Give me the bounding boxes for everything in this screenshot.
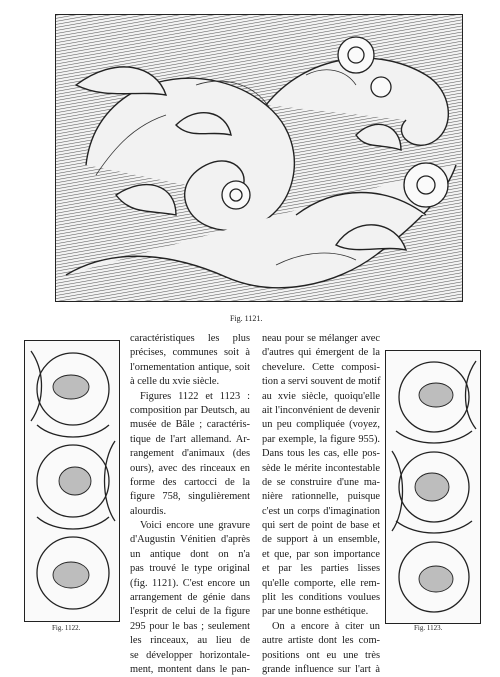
text-line: chevelure. Cette composi- bbox=[262, 361, 380, 373]
text-line: l'esprit de celui de la figure bbox=[130, 606, 250, 618]
text-line: autre artiste dont les com- bbox=[262, 635, 380, 647]
text-line: Dans tous les cas, elle pos- bbox=[262, 448, 380, 460]
rinceau-ornament-illustration bbox=[56, 15, 463, 302]
text-column-right bbox=[262, 332, 380, 677]
text-line: musée de Bâle ; caractéris- bbox=[130, 419, 250, 431]
text-line: par une bonne esthétique. bbox=[262, 606, 369, 618]
figure-1122-caption: Fig. 1122. bbox=[52, 624, 81, 632]
text-line: Voici encore une gravure bbox=[140, 520, 250, 532]
text-line: ours), avec des rinceaux en bbox=[130, 462, 250, 474]
figure-1123-panel bbox=[385, 350, 481, 624]
text-line: c'est un corps d'imagination bbox=[262, 505, 380, 517]
text-line: et par les parties lisses bbox=[262, 563, 380, 575]
text-line: (fig. 1121). C'est encore un bbox=[130, 577, 250, 589]
text-line: Figures 1122 et 1123 : bbox=[140, 390, 250, 402]
text-line: rangement d'animaux (des bbox=[130, 448, 250, 460]
text-line: tique de l'art allemand. Ar- bbox=[130, 433, 250, 445]
figure-1121-engraving bbox=[55, 14, 463, 302]
text-line: 295 pour le bas ; seulement bbox=[130, 620, 250, 632]
animal-scroll-panel-right bbox=[386, 351, 481, 624]
text-line: d'autres qui émergent de la bbox=[262, 347, 380, 359]
text-line: positions ont eu une très bbox=[262, 649, 380, 661]
text-line: ait l'inconvénient de devenir bbox=[262, 404, 380, 416]
text-line: un peu compliquée (voyez, bbox=[262, 419, 380, 431]
text-line: qui sert de point de base et bbox=[262, 520, 380, 532]
figure-1121-caption: Fig. 1121. bbox=[230, 314, 263, 323]
text-line: pas trouvé le type original bbox=[130, 563, 250, 575]
text-line: un antique dont on n'a bbox=[130, 548, 250, 560]
text-line: d'Augustin Vénitien d'après bbox=[130, 534, 250, 546]
text-line: caractéristiques les plus bbox=[130, 333, 250, 344]
text-line: de support à un ensemble, bbox=[262, 534, 380, 546]
text-line: de se construire d'une ma- bbox=[262, 476, 380, 488]
text-line: figure 758, singulièrement bbox=[130, 491, 250, 503]
text-line: nière rationnelle, puisque bbox=[262, 491, 380, 503]
text-line: qu'elle comporte, elle rem- bbox=[262, 577, 380, 589]
figure-1122-panel bbox=[24, 340, 120, 622]
animal-scroll-panel-left bbox=[25, 341, 120, 622]
text-line: et que, par son importance bbox=[262, 548, 380, 560]
text-line: sède le mérite incontestable bbox=[262, 462, 380, 474]
text-line: ment, montent dans le pan- bbox=[130, 663, 250, 675]
text-line: tion a servi souvent de motif bbox=[262, 376, 381, 388]
text-line: On a encore à citer un bbox=[272, 620, 380, 632]
text-line: à celle du xvie siècle. bbox=[130, 376, 220, 388]
figure-1123-caption: Fig. 1123. bbox=[414, 624, 443, 632]
text-line: neau pour se mélanger avec bbox=[262, 333, 380, 344]
text-line: l'ornementation antique, soit bbox=[130, 361, 250, 373]
text-line: forme des cartocci de la bbox=[130, 476, 250, 488]
text-line: composition par Deutsch, au bbox=[130, 404, 250, 416]
text-line: par exemple, la figure 955). bbox=[262, 433, 380, 445]
text-line: précises, communes soit à bbox=[130, 347, 250, 359]
text-line: alourdis. bbox=[130, 505, 167, 517]
text-line: grande influence sur l'art à bbox=[262, 663, 380, 675]
text-line: au xvie siècle, quoiqu'elle bbox=[262, 390, 380, 402]
text-column-left bbox=[130, 332, 250, 677]
text-line: plit les conditions voulues bbox=[262, 592, 380, 604]
text-line: se développer horizontale- bbox=[130, 649, 250, 661]
text-line: les rinceaux, au lieu de bbox=[130, 635, 250, 647]
text-line: arrangement de génie dans bbox=[130, 592, 250, 604]
